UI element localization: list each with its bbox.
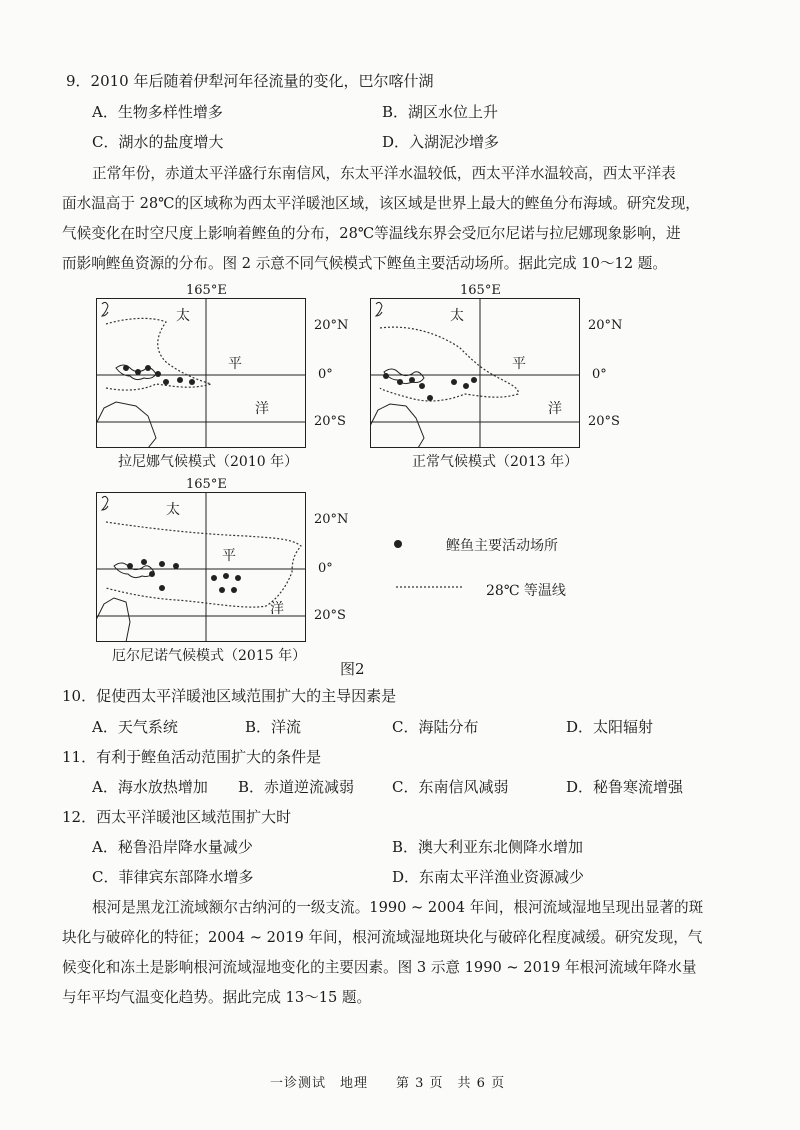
map2-lat-20n: 20°N	[588, 318, 623, 333]
q11-option-a[interactable]: A．海水放热增加	[92, 778, 208, 796]
map1-meridian-label: 165°E	[186, 283, 227, 298]
map2-lat-20s: 20°S	[588, 414, 620, 429]
passage1-line-3: 气候变化在时空尺度上影响着鲣鱼的分布，28℃等温线东界会受厄尔尼诺与拉尼娜现象影响，进	[62, 225, 681, 242]
legend-isotherm-label: 28℃ 等温线	[486, 583, 566, 599]
q10-option-a[interactable]: A．天气系统	[92, 718, 178, 736]
map2-fish-dot	[463, 383, 469, 389]
page-footer: 一诊测试 地理 第 3 页 共 6 页	[270, 1076, 506, 1091]
q11-option-c[interactable]: C．东南信风减弱	[392, 778, 509, 796]
map2-fish-dot	[427, 395, 433, 401]
map2-ocean-char-2: 平	[512, 356, 526, 372]
map1-lat-20s: 20°S	[314, 414, 346, 429]
passage2-line-2: 块化与破碎化的特征；2004 ~ 2019 年间，根河流域湿地斑块化与破碎化程度减缓。研究发现，气	[62, 929, 703, 946]
map1-lanina	[96, 298, 306, 448]
map2-frame	[371, 299, 580, 448]
map3-ocean-char-2: 平	[222, 548, 236, 564]
map3-isotherm	[106, 522, 301, 607]
map2-land-australia	[370, 404, 424, 448]
q10-option-d[interactable]: D．太阳辐射	[566, 718, 654, 736]
passage2-line-4: 与年平均气温变化趋势。据此完成 13～15 题。	[62, 989, 372, 1006]
map1-fish-dot	[155, 371, 161, 377]
map2-land-indonesia	[384, 369, 424, 384]
map3-ocean-char-1: 太	[166, 502, 180, 518]
passage1-line-4: 而影响鲣鱼资源的分布。图 2 示意不同气候模式下鲣鱼主要活动场所。据此完成 10～12 题。	[62, 255, 667, 272]
map3-fish-dot	[211, 575, 217, 581]
map1-fish-dot	[177, 377, 183, 383]
map2-fish-dot	[419, 383, 425, 389]
map2-ocean-char-3: 洋	[548, 401, 562, 417]
map3-fish-dot	[159, 561, 165, 567]
map3-fish-dot	[149, 571, 155, 577]
map2-fish-dot	[397, 379, 403, 385]
q12-option-d[interactable]: D．东南太平洋渔业资源减少	[392, 868, 585, 886]
passage1-line-2: 面水温高于 28℃的区域称为西太平洋暖池区域，该区域是世界上最大的鲣鱼分布海域。研究发现，	[62, 195, 700, 212]
q11-option-b[interactable]: B．赤道逆流减弱	[238, 778, 355, 796]
q12-option-b[interactable]: B．澳大利亚东北侧降水增加	[392, 838, 584, 856]
map3-fish-dot	[219, 587, 225, 593]
legend-isotherm-icon	[396, 582, 466, 592]
map1-lat-0: 0°	[318, 367, 333, 382]
map3-land-nw	[102, 496, 108, 510]
map3-fish-dot	[127, 563, 133, 569]
q12-stem: 12．西太平洋暖池区域范围扩大时	[62, 808, 292, 826]
map3-fish-dot	[159, 585, 165, 591]
map2-land-nw	[376, 302, 382, 316]
map3-land-australia	[96, 598, 130, 642]
map1-caption: 拉尼娜气候模式（2010 年）	[118, 454, 299, 470]
q12-option-c[interactable]: C．菲律宾东部降水增多	[92, 868, 254, 886]
map2-fish-dot	[409, 377, 415, 383]
q9-option-a[interactable]: A．生物多样性增多	[92, 103, 223, 121]
q11-option-d[interactable]: D．秘鲁寒流增强	[566, 778, 684, 796]
map2-caption: 正常气候模式（2013 年）	[412, 454, 579, 470]
map1-isotherm	[106, 318, 211, 390]
map1-lat-20n: 20°N	[314, 318, 349, 333]
map1-fish-dot	[145, 365, 151, 371]
figure-title: 图2	[340, 660, 365, 678]
map1-ocean-char-2: 平	[228, 356, 242, 372]
q9-option-c[interactable]: C．湖水的盐度增大	[92, 133, 224, 151]
map3-fish-dot	[235, 575, 241, 581]
map3-lat-0: 0°	[318, 561, 333, 576]
map3-fish-dot	[141, 559, 147, 565]
q9-option-b[interactable]: B．湖区水位上升	[382, 103, 499, 121]
map1-frame	[97, 299, 306, 448]
legend-dot-label: 鲣鱼主要活动场所	[446, 538, 558, 554]
map2-isotherm	[380, 327, 518, 401]
map3-ocean-char-3: 洋	[270, 601, 284, 617]
q12-option-a[interactable]: A．秘鲁沿岸降水量减少	[92, 838, 253, 856]
q10-option-b[interactable]: B．洋流	[245, 718, 302, 736]
map1-ocean-char-1: 太	[176, 308, 190, 324]
q11-stem: 11．有利于鲣鱼活动范围扩大的条件是	[62, 748, 322, 766]
map1-fish-dot	[189, 379, 195, 385]
map3-caption: 厄尔尼诺气候模式（2015 年）	[112, 648, 307, 664]
legend-dot-icon	[390, 534, 410, 554]
passage1-line-1: 正常年份，赤道太平洋盛行东南信风，东太平洋水温较低，西太平洋水温较高，西太平洋表	[92, 165, 676, 182]
map3-lat-20s: 20°S	[314, 608, 346, 623]
map1-land-australia	[96, 402, 156, 448]
map1-fish-dot	[163, 379, 169, 385]
q10-stem: 10．促使西太平洋暖池区域范围扩大的主导因素是	[62, 687, 397, 705]
map2-meridian-label: 165°E	[460, 283, 501, 298]
map2-ocean-char-1: 太	[450, 308, 464, 324]
map3-meridian-label: 165°E	[186, 477, 227, 492]
map3-fish-dot	[231, 587, 237, 593]
map3-lat-20n: 20°N	[314, 512, 349, 527]
q10-option-c[interactable]: C．海陆分布	[392, 718, 479, 736]
map3-elnino	[96, 492, 306, 642]
map3-fish-dot	[223, 573, 229, 579]
map2-fish-dot	[451, 379, 457, 385]
map2-fish-dot	[383, 373, 389, 379]
map1-fish-dot	[123, 365, 129, 371]
map2-normal	[370, 298, 580, 448]
map1-ocean-char-3: 洋	[255, 401, 269, 417]
passage2-line-1: 根河是黑龙江流域额尔古纳河的一级支流。1990 ~ 2004 年间，根河流域湿地呈现出显著的斑	[92, 899, 704, 916]
map2-lat-0: 0°	[592, 367, 607, 382]
q9-stem: 9．2010 年后随着伊犁河年径流量的变化，巴尔喀什湖	[66, 72, 434, 90]
map3-fish-dot	[173, 563, 179, 569]
map3-land-indonesia	[114, 563, 154, 578]
map2-fish-dot	[471, 377, 477, 383]
q9-option-d[interactable]: D．入湖泥沙增多	[382, 133, 500, 151]
map1-land-nw	[102, 302, 108, 316]
map1-fish-dot	[135, 369, 141, 375]
passage2-line-3: 候变化和冻土是影响根河流域湿地变化的主要因素。图 3 示意 1990 ~ 2019 年根河流域年降水量	[62, 959, 697, 976]
